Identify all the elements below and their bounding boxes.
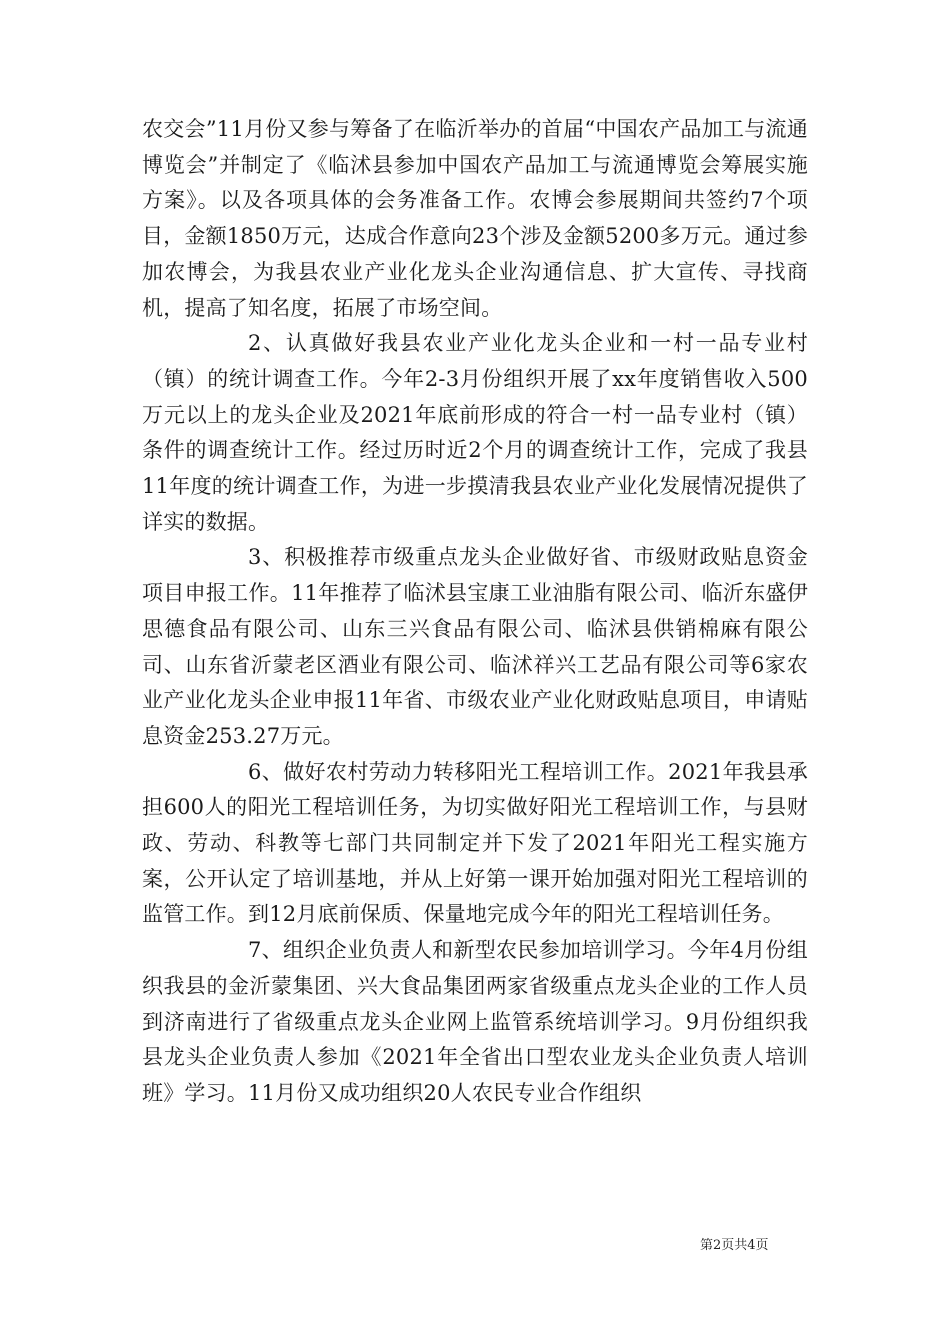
page-number-footer: 第2页共4页 (700, 1238, 769, 1253)
paragraph-item-7: 7、组织企业负责人和新型农民参加培训学习。今年4月份组织我县的金沂蒙集团、兴大食品集团两家省级重点龙头企业的工作人员到济南进行了省级重点龙头企业网上监管系统培训学习。9月份组织我县龙头企业负责人参加《2021年全省出口型农业龙头企业负责人培训班》学习。11月份又成功组织20人农民专业合作组织 (142, 938, 808, 1105)
paragraph-continuation: 农交会”11月份又参与筹备了在临沂举办的首届“中国农产品加工与流通博览会”并制定了《临沭县参加中国农产品加工与流通博览会筹展实施方案》。以及各项具体的会务准备工作。农博会参展期间共签约7个项目，金额1850万元，达成合作意向23个涉及金额5200多万元。通过参加农博会，为我县农业产业化龙头企业沟通信息、扩大宣传、寻找商机，提高了知名度，拓展了市场空间。 (142, 117, 808, 320)
document-body (142, 112, 808, 1112)
paragraph-item-6: 6、做好农村劳动力转移阳光工程培训工作。2021年我县承担600人的阳光工程培训任务，为切实做好阳光工程培训工作，与县财政、劳动、科教等七部门共同制定并下发了2021年阳光工程实施方案，公开认定了培训基地，并从上好第一课开始加强对阳光工程培训的监管工作。到12月底前保质、保量地完成今年的阳光工程培训任务。 (142, 759, 808, 927)
paragraph-item-2: 2、认真做好我县农业产业化龙头企业和一村一品专业村（镇）的统计调查工作。今年2-3月份组织开展了xx年度销售收入500万元以上的龙头企业及2021年底前形成的符合一村一品专业村（镇）条件的调查统计工作。经过历时近2个月的调查统计工作，完成了我县11年度的统计调查工作，为进一步摸清我县农业产业化发展情况提供了详实的数据。 (142, 331, 808, 534)
paragraph-item-3: 3、积极推荐市级重点龙头企业做好省、市级财政贴息资金项目申报工作。11年推荐了临沭县宝康工业油脂有限公司、临沂东盛伊思德食品有限公司、山东三兴食品有限公司、临沭县供销棉麻有限公司、山东省沂蒙老区酒业有限公司、临沭祥兴工艺品有限公司等6家农业产业化龙头企业申报11年省、市级农业产业化财政贴息项目，申请贴息资金253.27万元。 (142, 545, 808, 748)
